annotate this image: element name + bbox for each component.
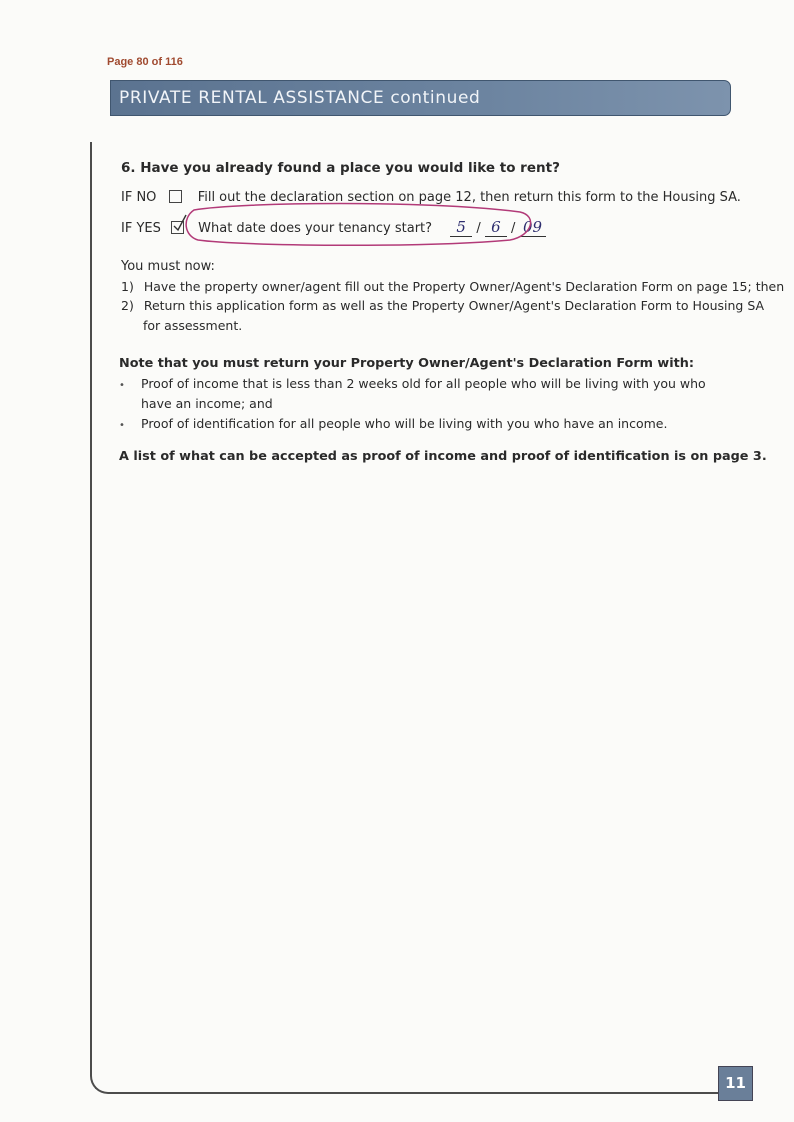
note-bullet-continued: have an income; and [141, 396, 273, 411]
section-banner [110, 80, 731, 116]
must-step: 2) Return this application form as well as the Property Owner/Agent's Declaration Form to Housing SA [121, 298, 765, 313]
handwritten-circle-mark [180, 202, 543, 248]
note-bullet: • Proof of identification for all people who will be living with you who have an income. [119, 416, 668, 431]
page-counter: Page 80 of 116 [107, 56, 183, 68]
tenancy-date[interactable]: 5 / 6 / 09 [450, 221, 545, 236]
if-no-label: IF NO [121, 190, 157, 205]
question-title: 6. Have you already found a place you would like to rent? [121, 160, 560, 176]
tenancy-day: 5 [456, 218, 466, 236]
page-number-badge: 11 [718, 1066, 753, 1101]
banner-title: PRIVATE RENTAL ASSISTANCE continued [119, 88, 481, 108]
tenancy-year: 09 [522, 218, 543, 236]
tenancy-question: What date does your tenancy start? [198, 221, 433, 236]
must-step: 1) Have the property owner/agent fill out the Property Owner/Agent's Declaration Form on page 15; then [121, 279, 785, 294]
must-intro: You must now: [121, 259, 215, 274]
if-no-text: Fill out the declaration section on page 12, then return this form to the Housing SA. [197, 190, 741, 205]
note-bullet: • Proof of income that is less than 2 weeks old for all people who will be living with you who [119, 376, 706, 391]
tenancy-month: 6 [491, 218, 501, 236]
proof-list-note: A list of what can be accepted as proof of income and proof of identification is on page 3. [119, 449, 767, 464]
note-heading: Note that you must return your Property Owner/Agent's Declaration Form with: [119, 356, 694, 371]
if-yes-label: IF YES [121, 221, 161, 236]
must-step-continued: for assessment. [143, 318, 243, 333]
